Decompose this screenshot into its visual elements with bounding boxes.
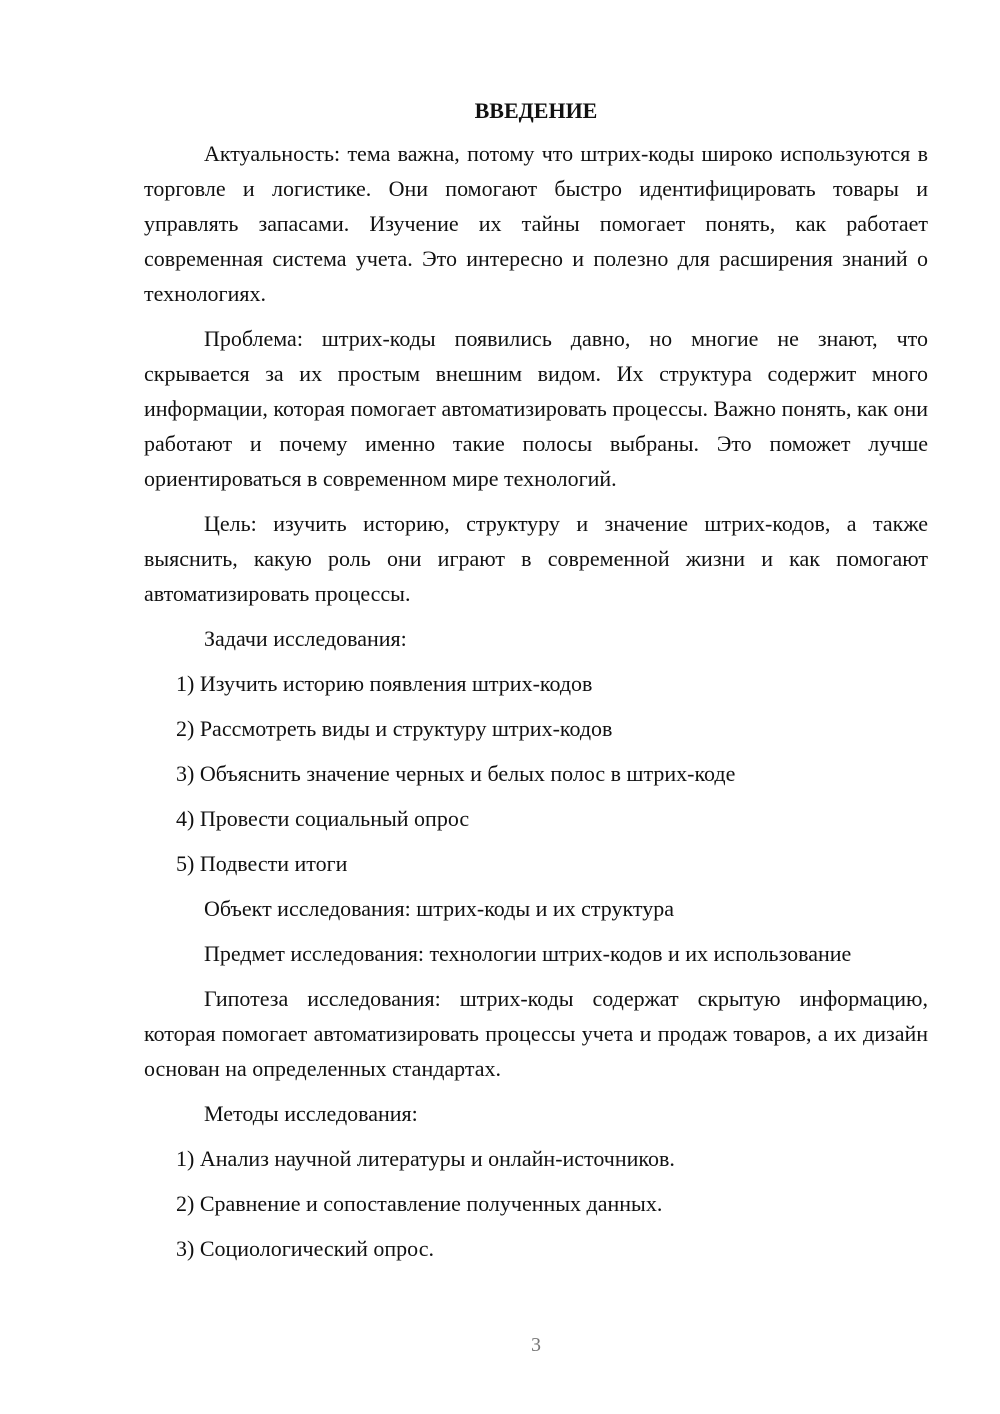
relevance-paragraph: Актуальность: тема важна, потому что штрих-коды широко используются в торговле и логистике. Они помогают быстро идентифицировать товары и управлять запасами. Изучение их тайны помогает понять, как работает современная система учета. Это интересно и полезно для расширения знаний о технологиях. [144, 141, 928, 306]
document-page [144, 96, 928, 1276]
page-number: 3 [531, 1334, 541, 1356]
method-item: 3) Социологический опрос. [176, 1236, 434, 1261]
task-item: 2) Рассмотреть виды и структуру штрих-кодов [176, 716, 613, 741]
goal-paragraph: Цель: изучить историю, структуру и значение штрих-кодов, а также выяснить, какую роль они играют в современной жизни и как помогают автоматизировать процессы. [144, 511, 928, 606]
task-item: 4) Провести социальный опрос [176, 806, 470, 831]
task-item: 5) Подвести итоги [176, 851, 348, 876]
method-item: 2) Сравнение и сопоставление полученных данных. [176, 1191, 663, 1216]
methods-title: Методы исследования: [204, 1101, 418, 1126]
hypothesis-paragraph: Гипотеза исследования: штрих-коды содержат скрытую информацию, которая помогает автоматизировать процессы учета и продаж товаров, а их дизайн основан на определенных стандартах. [144, 986, 928, 1081]
subject-paragraph: Предмет исследования: технологии штрих-кодов и их использование [204, 941, 852, 966]
method-item: 1) Анализ научной литературы и онлайн-источников. [176, 1146, 675, 1171]
object-paragraph: Объект исследования: штрих-коды и их структура [204, 896, 675, 921]
tasks-title: Задачи исследования: [204, 626, 407, 651]
problem-paragraph: Проблема: штрих-коды появились давно, но многие не знают, что скрывается за их простым внешним видом. Их структура содержит много информации, которая помогает автоматизировать процессы. Важно понять, как они работают и почему именно такие полосы выбраны. Это поможет лучше ориентироваться в современном мире технологий. [144, 326, 928, 491]
task-item: 3) Объяснить значение черных и белых полос в штрих-коде [176, 761, 736, 786]
task-item: 1) Изучить историю появления штрих-кодов [176, 671, 593, 696]
page-title: ВВЕДЕНИЕ [474, 98, 598, 123]
